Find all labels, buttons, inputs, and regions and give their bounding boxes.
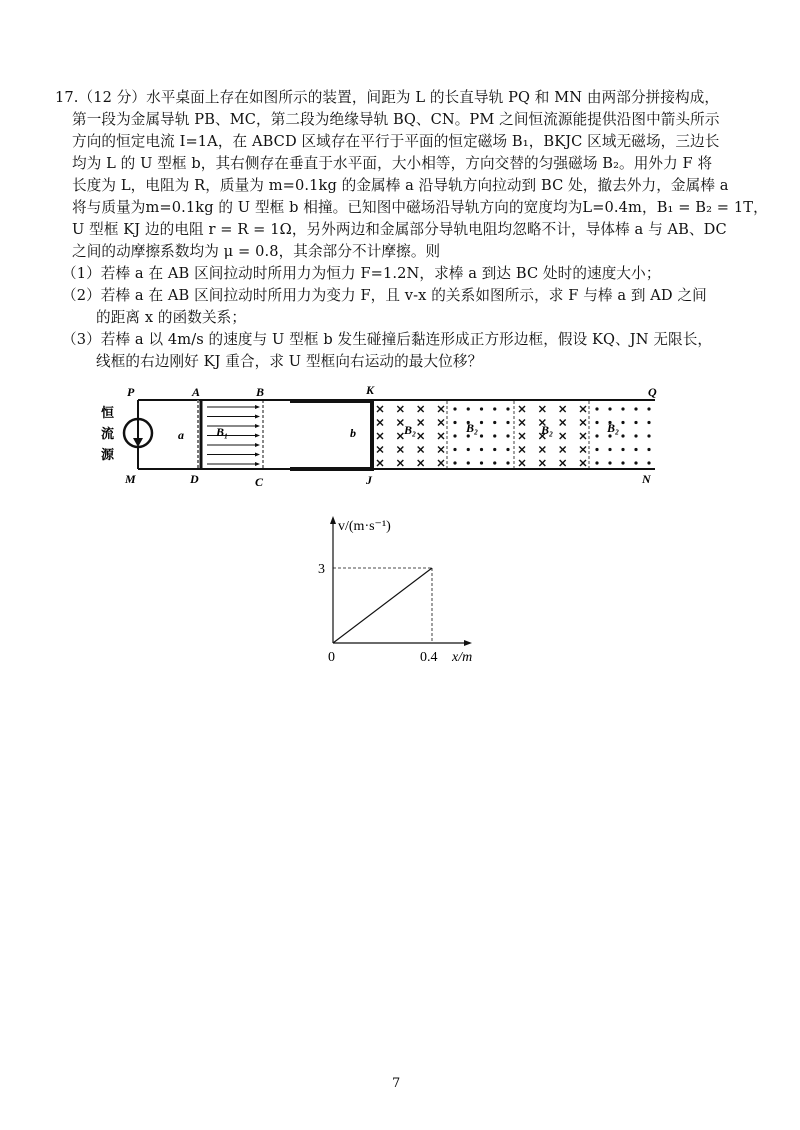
field-into-icon <box>418 460 424 466</box>
field-into-icon <box>560 406 566 412</box>
field-out-icon <box>634 407 637 410</box>
field-into-icon <box>397 460 403 466</box>
field-into-icon <box>580 406 586 412</box>
rod-label: a <box>178 428 184 442</box>
text-line: 17.（12 分）水平桌面上存在如图所示的装置，间距为 L 的长直导轨 PQ 和 MN 由两部分拼接构成， <box>55 89 720 106</box>
field-out-icon <box>506 448 509 451</box>
field-out-icon <box>647 407 650 410</box>
text-line: 的距离 x 的函数关系； <box>96 309 247 326</box>
label-d: D <box>190 472 199 486</box>
field-into-icon <box>539 406 545 412</box>
source-label-2: 流 <box>101 426 115 441</box>
field-out-icon <box>506 461 509 464</box>
field-into-icon <box>418 406 424 412</box>
field-out-icon <box>621 421 624 424</box>
field-out-icon <box>621 434 624 437</box>
field-out-icon <box>480 407 483 410</box>
text-line: 将与质量为m=0.1kg 的 U 型框 b 相撞。已知图中磁场沿导轨方向的宽度均为L=0.4m，B₁ = B₂ = 1T， <box>72 199 768 216</box>
field-into-icon <box>438 420 444 426</box>
field-out-icon <box>595 407 598 410</box>
field-out-icon <box>453 407 456 410</box>
field-into-icon <box>377 420 383 426</box>
field-into-icon <box>560 447 566 453</box>
y-axis-arrow-icon <box>330 516 336 524</box>
b1-field-arrows <box>207 405 260 466</box>
b2-field-regions <box>377 401 651 469</box>
field-into-icon <box>397 433 403 439</box>
field-out-icon <box>493 407 496 410</box>
field-out-icon <box>647 434 650 437</box>
field-out-icon <box>493 448 496 451</box>
field-out-icon <box>453 461 456 464</box>
field-into-icon <box>580 460 586 466</box>
field-into-icon <box>580 447 586 453</box>
label-c: C <box>255 475 264 489</box>
field-out-icon <box>608 461 611 464</box>
field-out-icon <box>634 448 637 451</box>
b2-label-4: B₂ <box>607 421 620 435</box>
field-out-icon <box>595 448 598 451</box>
current-source-icon <box>124 419 152 447</box>
field-out-icon <box>647 448 650 451</box>
field-into-icon <box>438 447 444 453</box>
text-line: （1）若棒 a 在 AB 区间拉动时所用力为恒力 F=1.2N，求棒 a 到达 BC 处时的速度大小； <box>62 265 661 282</box>
field-into-icon <box>438 460 444 466</box>
label-k: K <box>366 383 375 397</box>
y-tick-label: 3 <box>318 562 325 577</box>
field-into-icon <box>580 420 586 426</box>
b2-label-3: B₂ <box>541 423 554 437</box>
label-m: M <box>125 472 136 486</box>
source-label-3: 源 <box>101 447 115 462</box>
b2-label-2: B₂ <box>466 421 479 435</box>
arrowhead-icon <box>255 424 260 428</box>
field-into-icon <box>377 433 383 439</box>
v-x-graph <box>318 516 472 665</box>
label-p: P <box>127 385 135 399</box>
text-line: 之间的动摩擦系数均为 μ = 0.8，其余部分不计摩擦。则 <box>72 243 441 260</box>
field-into-icon <box>377 406 383 412</box>
field-into-icon <box>519 460 525 466</box>
field-into-icon <box>418 433 424 439</box>
field-into-icon <box>418 447 424 453</box>
field-into-icon <box>418 420 424 426</box>
field-out-icon <box>506 421 509 424</box>
text-line: 方向的恒定电流 I=1A，在 ABCD 区域存在平行于平面的恒定磁场 B₁，BKJC 区域无磁场，三边长 <box>72 133 720 150</box>
field-out-icon <box>634 421 637 424</box>
field-out-icon <box>467 461 470 464</box>
field-out-icon <box>506 407 509 410</box>
field-into-icon <box>539 447 545 453</box>
field-out-icon <box>480 448 483 451</box>
field-into-icon <box>377 447 383 453</box>
field-out-icon <box>506 434 509 437</box>
series-line <box>333 568 432 643</box>
field-out-icon <box>493 434 496 437</box>
field-into-icon <box>560 433 566 439</box>
label-b: B <box>256 385 265 399</box>
field-out-icon <box>595 421 598 424</box>
x-axis-label: x/m <box>452 650 473 665</box>
text-line: 线框的右边刚好 KJ 重合，求 U 型框向右运动的最大位移？ <box>96 353 483 370</box>
field-out-icon <box>608 448 611 451</box>
arrowhead-icon <box>255 462 260 466</box>
field-into-icon <box>519 420 525 426</box>
field-into-icon <box>438 406 444 412</box>
field-out-icon <box>480 461 483 464</box>
y-axis-label: v/(m·s⁻¹) <box>338 519 391 534</box>
field-out-icon <box>621 448 624 451</box>
origin-label: 0 <box>328 650 335 665</box>
arrowhead-icon <box>255 453 260 457</box>
field-into-icon <box>560 460 566 466</box>
arrowhead-icon <box>255 405 260 409</box>
field-into-icon <box>397 406 403 412</box>
field-into-icon <box>519 447 525 453</box>
field-into-icon <box>580 433 586 439</box>
field-out-icon <box>595 461 598 464</box>
field-out-icon <box>467 407 470 410</box>
text-line: （2）若棒 a 在 AB 区间拉动时所用力为变力 F，且 v-x 的关系如图所示，求 F 与棒 a 到 AD 之间 <box>62 287 707 304</box>
field-out-icon <box>647 421 650 424</box>
frame-label: b <box>350 426 356 440</box>
u-frame-b <box>290 401 372 469</box>
field-out-icon <box>595 434 598 437</box>
x-axis-arrow-icon <box>464 640 472 646</box>
field-into-icon <box>397 420 403 426</box>
b1-label: B₁ <box>216 425 229 439</box>
field-out-icon <box>621 407 624 410</box>
b2-label-1: B₂ <box>404 423 417 437</box>
text-line: U 型框 KJ 边的电阻 r = R = 1Ω，另外两边和金属部分导轨电阻均忽略不计，导体棒 a 与 AB、DC <box>72 221 727 238</box>
text-line: （3）若棒 a 以 4m/s 的速度与 U 型框 b 发生碰撞后黏连形成正方形边框，假设 KQ、JN 无限长， <box>62 331 713 348</box>
field-out-icon <box>621 461 624 464</box>
field-into-icon <box>519 406 525 412</box>
label-a-point: A <box>192 385 201 399</box>
field-out-icon <box>453 434 456 437</box>
label-q: Q <box>648 385 657 399</box>
field-out-icon <box>493 421 496 424</box>
field-into-icon <box>377 460 383 466</box>
field-out-icon <box>467 448 470 451</box>
text-line: 均为 L 的 U 型框 b，其右侧存在垂直于水平面，大小相等，方向交替的匀强磁场 B₂。用外力 F 将 <box>72 155 713 172</box>
x-tick-label: 0.4 <box>420 650 438 665</box>
field-into-icon <box>539 460 545 466</box>
field-out-icon <box>453 448 456 451</box>
field-out-icon <box>647 461 650 464</box>
field-into-icon <box>397 447 403 453</box>
field-out-icon <box>453 421 456 424</box>
field-into-icon <box>519 433 525 439</box>
label-n: N <box>642 472 651 486</box>
arrowhead-icon <box>255 434 260 438</box>
arrowhead-icon <box>255 415 260 419</box>
field-out-icon <box>480 434 483 437</box>
page-number: 7 <box>392 1076 401 1091</box>
field-into-icon <box>560 420 566 426</box>
field-out-icon <box>608 407 611 410</box>
text-line: 第一段为金属导轨 PB、MC，第二段为绝缘导轨 BQ、CN。PM 之间恒流源能提供沿图中箭头所示 <box>72 111 720 128</box>
label-j: J <box>366 473 372 487</box>
field-out-icon <box>493 461 496 464</box>
field-out-icon <box>480 421 483 424</box>
text-line: 长度为 L，电阻为 R，质量为 m=0.1kg 的金属棒 a 沿导轨方向拉动到 BC 处，撤去外力，金属棒 a <box>72 177 729 194</box>
field-out-icon <box>634 461 637 464</box>
arrowhead-icon <box>255 443 260 447</box>
field-out-icon <box>634 434 637 437</box>
field-into-icon <box>438 433 444 439</box>
source-label-1: 恒 <box>101 405 115 420</box>
